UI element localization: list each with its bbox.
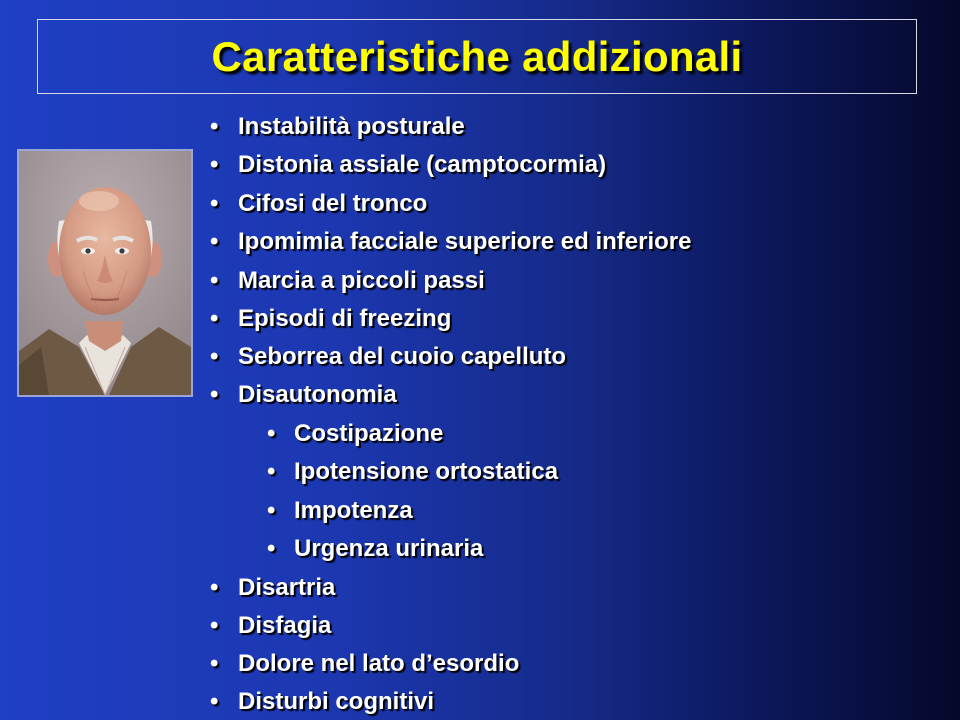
list-item-text: Disfagia (238, 612, 332, 639)
list-item (210, 227, 692, 257)
bullet-glyph: • (210, 688, 219, 715)
bullet-glyph: • (210, 305, 219, 332)
list-item (210, 687, 434, 717)
list-item-text: Marcia a piccoli passi (238, 267, 485, 294)
sub-list-item (267, 457, 558, 487)
list-item-text: Ipomimia facciale superiore ed inferiore (238, 228, 692, 255)
bullet-glyph: • (210, 190, 219, 217)
bullet-glyph: • (210, 612, 219, 639)
list-item-text: Costipazione (294, 420, 444, 447)
patient-portrait-image (19, 151, 191, 395)
list-item (210, 266, 485, 296)
list-item-text: Disartria (238, 574, 336, 601)
bullet-glyph: • (210, 650, 219, 677)
list-item-text: Urgenza urinaria (294, 535, 484, 562)
bullet-glyph: • (267, 420, 276, 447)
list-item-text: Distonia assiale (camptocormia) (238, 151, 607, 178)
sub-list-item (267, 534, 483, 564)
list-item (210, 611, 331, 641)
sub-list-item (267, 419, 443, 449)
list-item-text: Impotenza (294, 497, 413, 524)
bullet-glyph: • (210, 151, 219, 178)
list-item (210, 150, 606, 180)
slide-title: Caratteristiche addizionali (211, 32, 743, 80)
bullet-glyph: • (210, 228, 219, 255)
bullet-glyph: • (267, 535, 276, 562)
list-item-text: Episodi di freezing (238, 305, 452, 332)
bullet-glyph: • (210, 381, 219, 408)
list-item-text: Seborrea del cuoio capelluto (238, 343, 567, 370)
sub-list-item (267, 496, 413, 526)
bullet-glyph: • (210, 343, 219, 370)
list-item-text: Instabilità posturale (238, 113, 465, 140)
list-item-text: Ipotensione ortostatica (294, 458, 559, 485)
list-item-text: Disautonomia (238, 381, 397, 408)
bullet-glyph: • (210, 267, 219, 294)
list-item (210, 342, 566, 372)
bullet-glyph: • (267, 458, 276, 485)
list-item-text: Dolore nel lato d’esordio (238, 650, 520, 677)
list-item (210, 112, 465, 142)
patient-photo (17, 149, 193, 397)
title-frame (37, 19, 917, 94)
list-item (210, 573, 335, 603)
bullet-glyph: • (267, 497, 276, 524)
list-item (210, 189, 427, 219)
bullet-glyph: • (210, 574, 219, 601)
list-item (210, 380, 397, 410)
list-item (210, 304, 451, 334)
list-item (210, 649, 519, 679)
list-item-text: Cifosi del tronco (238, 190, 428, 217)
list-item-text: Disturbi cognitivi (238, 688, 435, 715)
bullet-glyph: • (210, 113, 219, 140)
